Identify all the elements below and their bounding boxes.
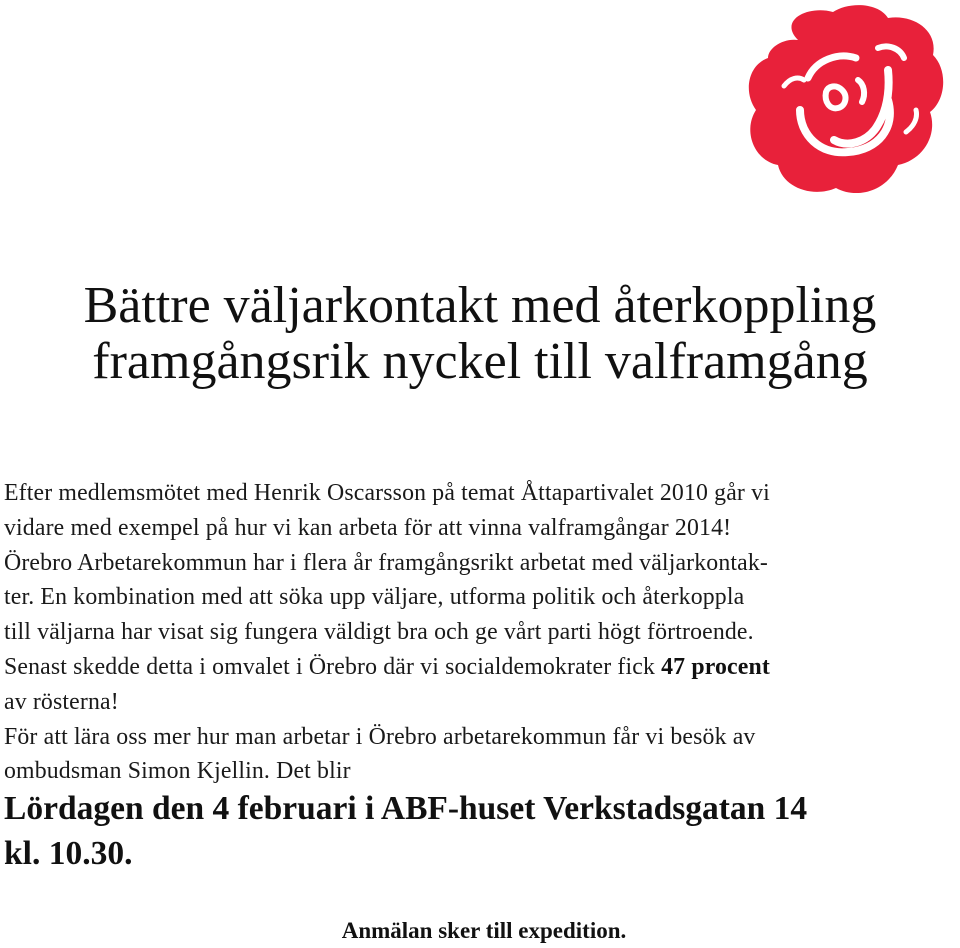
- body-line: ombudsman Simon Kjellin. Det blir: [4, 758, 351, 785]
- vote-percentage: 47 procent: [661, 653, 770, 680]
- body-line: vidare med exempel på hur vi kan arbeta för att vinna valframgångar 2014!: [4, 514, 732, 541]
- body-line: För att lära oss mer hur man arbetar i Örebro arbetarekommun får vi besök av: [4, 723, 756, 750]
- body-line: Senast skedde detta i omvalet i Örebro där vi socialdemokrater fick: [4, 653, 662, 680]
- body-line: av rösterna!: [4, 688, 119, 715]
- rose-icon: [738, 0, 950, 208]
- body-line: till väljarna har visat sig fungera väldigt bra och ge vårt parti högt förtroende.: [4, 619, 754, 646]
- event-time: kl. 10.30.: [4, 835, 133, 872]
- page-title: [0, 278, 960, 390]
- title-line-1: Bättre väljarkontakt med återkoppling: [83, 277, 877, 334]
- event-details: [4, 786, 960, 876]
- body-line: Örebro Arbetarekommun har i flera år framgångsrikt arbetat med väljarkontak-: [4, 549, 768, 576]
- registration-note: Anmälan sker till expedition.: [341, 918, 627, 943]
- body-paragraph: [4, 476, 960, 789]
- party-rose-logo: [738, 0, 950, 208]
- body-line: ter. En kombination med att söka upp väljare, utforma politik och återkoppla: [4, 584, 745, 611]
- title-line-2: framgångsrik nyckel till valframgång: [92, 333, 868, 390]
- body-line: Efter medlemsmötet med Henrik Oscarsson på temat Åttapartivalet 2010 går vi: [4, 480, 770, 506]
- event-date-location: Lördagen den 4 februari i ABF-huset Verkstadsgatan 14: [4, 790, 808, 827]
